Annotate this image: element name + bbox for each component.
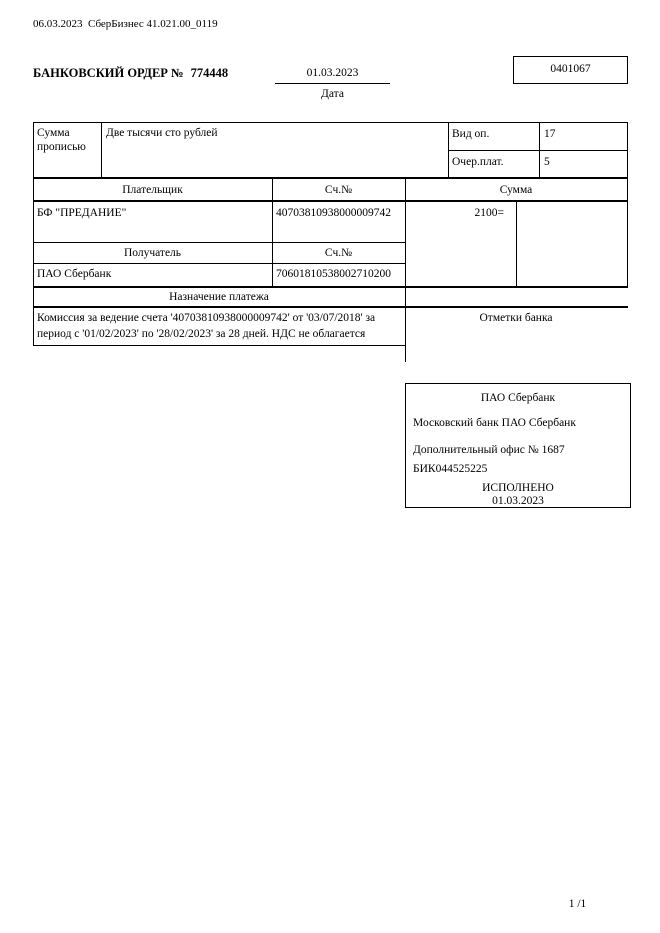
- table-border-line: [516, 200, 517, 287]
- order-number: 774448: [190, 66, 229, 80]
- order-date-block: [275, 66, 390, 102]
- order-date: 01.03.2023: [275, 66, 390, 84]
- table-border-line: [33, 306, 628, 308]
- table-border-line: [33, 122, 34, 346]
- table-border-line: [448, 122, 449, 178]
- payee-header: Получатель: [123, 247, 182, 259]
- amount-value: 2100=: [474, 207, 504, 219]
- table-border-line: [405, 177, 406, 362]
- payer-header: Плательщик: [122, 184, 183, 196]
- form-code-box: [513, 56, 628, 84]
- date-label: Дата: [321, 88, 344, 101]
- stamp-bank-name: ПАО Сбербанк: [480, 392, 556, 404]
- table-border-line: [539, 122, 540, 178]
- page-number: 1 /1: [568, 898, 587, 910]
- table-border-line: [627, 122, 628, 288]
- stamp-branch: Московский банк ПАО Сбербанк: [413, 417, 576, 429]
- table-border-line: [33, 177, 627, 179]
- purpose-header: Назначение платежа: [169, 291, 269, 303]
- stamp-bik: БИК044525225: [413, 463, 488, 475]
- operation-type-value: 17: [544, 128, 556, 140]
- amount-in-words: Две тысячи сто рублей: [106, 127, 218, 139]
- payee-account-header: Сч.№: [324, 247, 353, 259]
- table-border-line: [33, 200, 627, 202]
- form-code: 0401067: [550, 63, 591, 75]
- amount-in-words-label: Сумма прописью: [37, 127, 86, 154]
- table-border-line: [101, 122, 102, 178]
- payee-account: 70601810538002710200: [276, 268, 391, 280]
- table-border-line: [33, 122, 627, 123]
- payer-account-header: Сч.№: [324, 184, 353, 196]
- purpose-text: Комиссия за ведение счета '40703810938000009742' от '03/07/2018' за период с '01/02/2023' по '28/02/2023' за 28 дней. НДС не облагается: [37, 312, 376, 341]
- bank-marks-header: Отметки банка: [479, 312, 553, 324]
- order-title: БАНКОВСКИЙ ОРДЕР №: [33, 66, 184, 80]
- stamp-status: ИСПОЛНЕНО: [482, 482, 554, 494]
- payment-priority-value: 5: [544, 156, 550, 168]
- payment-priority-label: Очер.плат.: [452, 156, 504, 168]
- document-header: 06.03.2023 СберБизнес 41.021.00_0119: [33, 18, 218, 30]
- payee-name: ПАО Сбербанк: [37, 268, 112, 280]
- stamp-office: Дополнительный офис № 1687: [413, 444, 565, 456]
- payer-name: БФ "ПРЕДАНИЕ": [37, 207, 127, 219]
- order-title-row: [33, 66, 228, 82]
- table-border-line: [448, 150, 627, 151]
- stamp-date: 01.03.2023: [492, 495, 544, 507]
- payer-account: 40703810938000009742: [276, 207, 391, 219]
- table-border-line: [33, 345, 406, 346]
- amount-column-header: Сумма: [499, 184, 533, 196]
- table-border-line: [33, 286, 628, 288]
- bank-stamp: [405, 383, 631, 508]
- table-border-line: [33, 263, 406, 264]
- table-border-line: [33, 242, 406, 243]
- operation-type-label: Вид оп.: [452, 128, 490, 140]
